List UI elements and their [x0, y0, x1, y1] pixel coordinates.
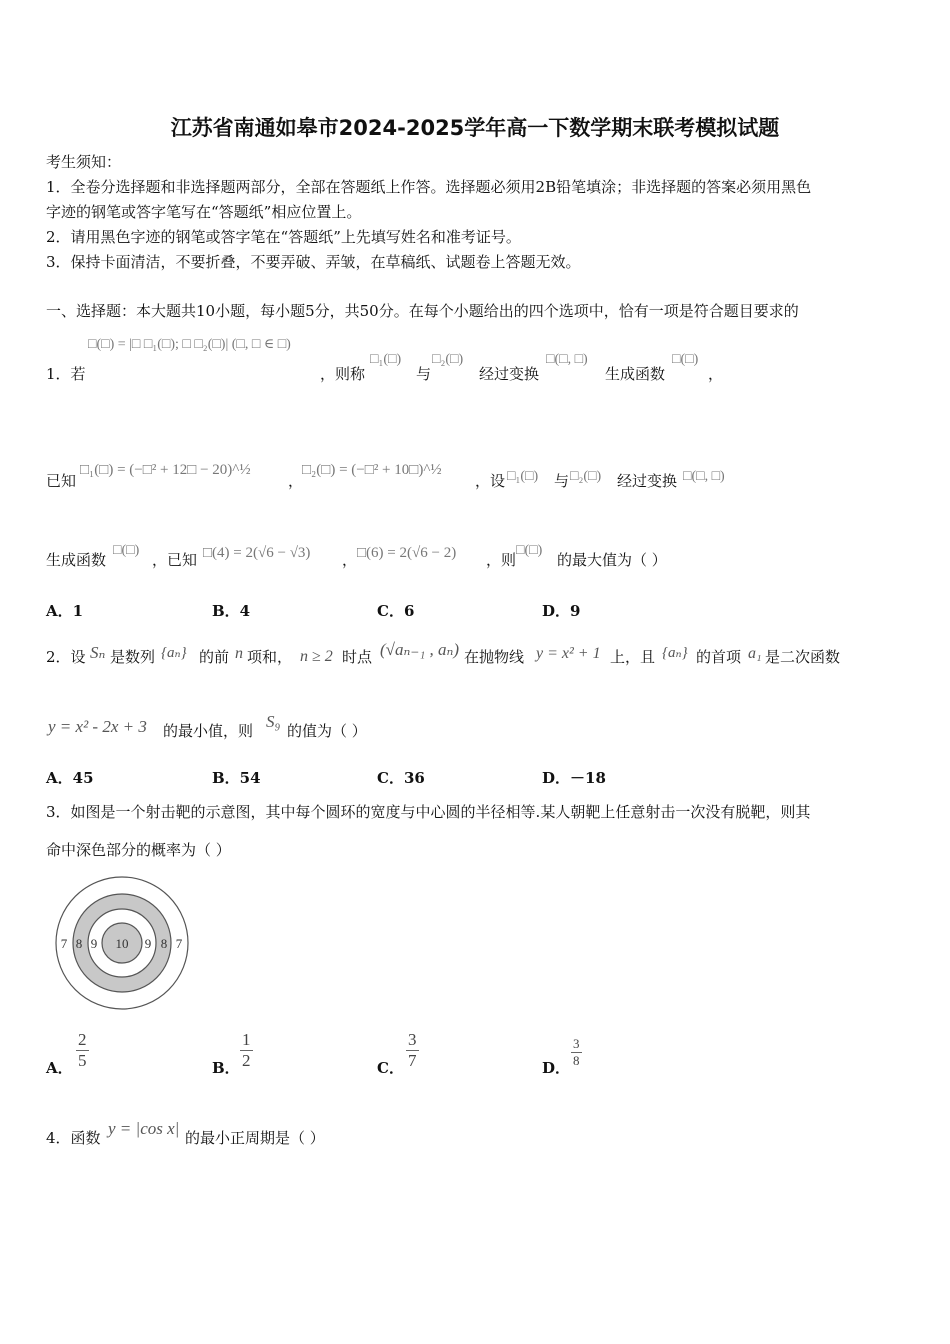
q1-number: 1．若: [46, 365, 86, 383]
q2-t6: 上，且: [610, 648, 656, 666]
q3-option-b-fraction: [240, 1030, 253, 1071]
q1-line3-d: ，则: [486, 551, 517, 569]
notice-item-1b: 字迹的钢笔或答字笔写在“答题纸”相应位置上。: [46, 203, 362, 221]
q1-line3-f4: □(□): [516, 543, 543, 558]
q3-d-den: 8: [573, 1053, 580, 1068]
q2-condition: n ≥ 2: [300, 648, 333, 665]
q1-line3-e: 的最大值为（ ）: [557, 551, 667, 569]
q2-sn: Sₙ: [90, 643, 106, 662]
q1-text-d: 生成函数: [605, 365, 666, 383]
q1-option-c: C．6: [377, 602, 415, 620]
q3-option-c-fraction: [406, 1030, 419, 1071]
q3-b-num: 1: [242, 1030, 251, 1049]
target-label-9-left: 9: [90, 936, 98, 951]
notice-heading: 考生须知：: [46, 153, 122, 171]
q3-option-d-label: D．: [542, 1059, 571, 1077]
q1-line2-e: 经过变换: [617, 472, 678, 490]
section-heading: 一、选择题：本大题共10小题，每小题5分，共50分。在每个小题给出的四个选项中，恰有一项是符合题目要求的: [46, 302, 799, 320]
q4-formula: y = |cos x|: [108, 1119, 180, 1138]
q1-text-e: ，: [708, 365, 724, 383]
q2-t9: 的最小值，则: [163, 722, 254, 740]
q2-option-c: C．36: [377, 769, 425, 787]
q1-f1: □₁(□): [370, 352, 402, 367]
q3-c-den: 7: [408, 1051, 417, 1070]
q1-line2-f1: □₁(□) = (−□² + 12□ − 20)^½: [80, 462, 251, 478]
q2-a1: a₁: [748, 645, 762, 662]
q2-point: (√aₙ₋₁ , aₙ): [380, 640, 460, 659]
notice-item-2: 2．请用黑色字迹的钢笔或答字笔在“答题纸”上先填写姓名和准考证号。: [46, 228, 521, 246]
q1-line3-f1: □(□): [113, 543, 140, 558]
q1-line3-a: 生成函数: [46, 551, 107, 569]
q3-b-den: 2: [242, 1051, 251, 1070]
target-label-8-left: 8: [75, 936, 83, 951]
q1-line3-f3: □(6) = 2(√6 − 2): [357, 545, 457, 561]
q2-t10: 的值为（ ）: [287, 722, 367, 740]
q3-option-b-label: B．: [212, 1059, 240, 1077]
q1-formula-definition: □(□) = |□ □₁(□); □ □₂(□)| (□, □ ∈ □): [88, 337, 291, 352]
shooting-target-figure: [52, 876, 192, 1012]
q1-line3-f2: □(4) = 2(√6 − √3): [203, 545, 311, 561]
q2-t1: 是数列: [110, 648, 156, 666]
q1-line2-f4: □₂(□): [570, 469, 602, 484]
target-label-7-left: 7: [60, 936, 68, 951]
q1-f4: □(□): [672, 352, 699, 367]
q1-option-d: D．9: [542, 602, 581, 620]
q3-line-1: 3．如图是一个射击靶的示意图，其中每个圆环的宽度与中心圆的半径相等.某人朝靶上任意射击一次没有脱靶，则其: [46, 803, 811, 821]
q2-t2: 的前: [199, 648, 230, 666]
q3-line-2: 命中深色部分的概率为（ ）: [46, 841, 231, 859]
q1-line2-b: ，: [288, 472, 304, 490]
q1-line3-b: ，已知: [152, 551, 198, 569]
q2-t8: 是二次函数: [765, 648, 841, 666]
q1-text-c: 经过变换: [479, 365, 540, 383]
q3-option-a-fraction: [76, 1030, 89, 1071]
q2-an: {aₙ}: [161, 645, 187, 661]
q3-a-num: 2: [78, 1030, 87, 1049]
q2-t3: 项和，: [247, 648, 293, 666]
notice-item-1a: 1．全卷分选择题和非选择题两部分，全部在答题纸上作答。选择题必须用2B铅笔填涂；非选择题的答案必须用黑色: [46, 178, 812, 196]
target-label-7-right: 7: [175, 936, 183, 951]
q3-option-a-label: A．: [46, 1059, 73, 1077]
q1-line2-f2: □₂(□) = (−□² + 10□)^½: [302, 462, 442, 478]
q4-number: 4．函数: [46, 1129, 101, 1147]
q2-t5: 在抛物线: [464, 648, 525, 666]
q1-line2-f3: □₁(□): [507, 469, 539, 484]
q2-number: 2．设: [46, 648, 86, 666]
q3-option-c-label: C．: [377, 1059, 404, 1077]
q4-text: 的最小正周期是（ ）: [185, 1129, 325, 1147]
q2-option-d: D．－18: [542, 769, 606, 787]
q2-t4: 时点: [342, 648, 373, 666]
q2-an2: {aₙ}: [662, 645, 688, 661]
q1-option-b: B．4: [212, 602, 251, 620]
target-label-8-right: 8: [160, 936, 168, 951]
q2-option-a: A．45: [46, 769, 94, 787]
q1-line2-d: 与: [554, 472, 570, 490]
q1-line2-f5: □(□, □): [683, 469, 725, 484]
q1-line3-c: ，: [342, 551, 358, 569]
q3-d-num: 3: [573, 1036, 580, 1051]
q2-option-b: B．54: [212, 769, 261, 787]
q2-n: n: [235, 645, 243, 662]
q1-text-a: ，则称: [320, 365, 366, 383]
q1-line2-a: 已知: [46, 472, 77, 490]
target-label-9-right: 9: [144, 936, 152, 951]
q3-a-den: 5: [78, 1051, 87, 1070]
q2-s9: S₉: [266, 712, 281, 731]
notice-item-3: 3．保持卡面清洁，不要折叠，不要弄破、弄皱，在草稿纸、试题卷上答题无效。: [46, 253, 581, 271]
q3-option-d-fraction: [571, 1036, 582, 1069]
q1-text-b: 与: [416, 365, 432, 383]
q1-f3: □(□, □): [546, 352, 588, 367]
q1-line2-c: ，设: [475, 472, 506, 490]
target-label-10: 10: [115, 936, 129, 951]
q1-f2: □₂(□): [432, 352, 464, 367]
q2-quadratic: y = x² - 2x + 3: [48, 717, 147, 736]
q3-c-num: 3: [408, 1030, 417, 1049]
q2-parabola: y = x² + 1: [536, 645, 601, 662]
q1-option-a: A．1: [46, 602, 84, 620]
page-title: 江苏省南通如皋市2024-2025学年高一下数学期末联考模拟试题: [170, 116, 780, 140]
q2-t7: 的首项: [696, 648, 742, 666]
